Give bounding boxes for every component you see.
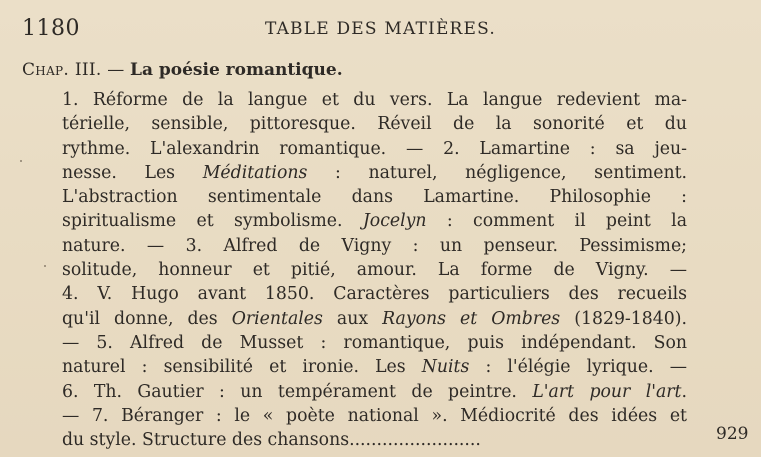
toc-line: rythme. L'alexandrin romantique. — 2. Lamartine : sa jeu-	[62, 138, 687, 159]
toc-line: 4. V. Hugo avant 1850. Caractères particuliers des recueils	[62, 284, 687, 305]
toc-line: qu'il donne, des Orientales aux Rayons et Ombres (1829-1840).	[62, 308, 687, 329]
italic-title: Nuits	[421, 357, 470, 378]
toc-line: 6. Th. Gautier : un tempérament de peintre. L'art pour l'art.	[62, 381, 687, 402]
toc-line: nature. — 3. Alfred de Vigny : un penseur. Pessimisme;	[62, 235, 687, 256]
reference-page-number: 929	[716, 424, 749, 444]
toc-line: 1. Réforme de la langue et du vers. La langue redevient ma-	[62, 90, 687, 110]
page-header	[22, 16, 739, 44]
running-title: TABLE DES MATIÈRES.	[264, 19, 497, 39]
toc-line: L'abstraction sentimentale dans Lamartine. Philosophie :	[62, 187, 687, 208]
italic-title: L'art pour l'art	[532, 381, 682, 402]
page-number: 1180	[22, 16, 80, 41]
chapter-heading	[22, 60, 343, 80]
italic-title: Jocelyn	[362, 211, 427, 232]
italic-title: Orientales	[231, 308, 323, 329]
toc-line: solitude, honneur et pitié, amour. La forme de Vigny. —	[62, 260, 687, 281]
italic-title: Rayons et Ombres	[382, 308, 561, 329]
italic-title: Méditations	[202, 162, 308, 183]
paper-speck	[20, 160, 22, 162]
chapter-label: Chap. III. —	[22, 60, 125, 80]
chapter-title: La poésie romantique.	[129, 60, 343, 80]
toc-line: — 5. Alfred de Musset : romantique, puis indépendant. Son	[62, 332, 687, 353]
toc-line: térielle, sensible, pittoresque. Réveil de la sonorité et du	[62, 114, 687, 135]
toc-line: nesse. Les Méditations : naturel, négligence, sentiment.	[62, 162, 688, 183]
toc-line: du style. Structure des chansons........................	[62, 430, 481, 451]
toc-entry-body	[62, 88, 687, 452]
toc-line: spiritualisme et symbolisme. Jocelyn : comment il peint la	[62, 211, 687, 232]
toc-line: — 7. Béranger : le « poète national ». Médiocrité des idées et	[62, 405, 687, 426]
paper-speck	[44, 265, 46, 267]
toc-line: naturel : sensibilité et ironie. Les Nuits : l'élégie lyrique. —	[62, 357, 687, 378]
